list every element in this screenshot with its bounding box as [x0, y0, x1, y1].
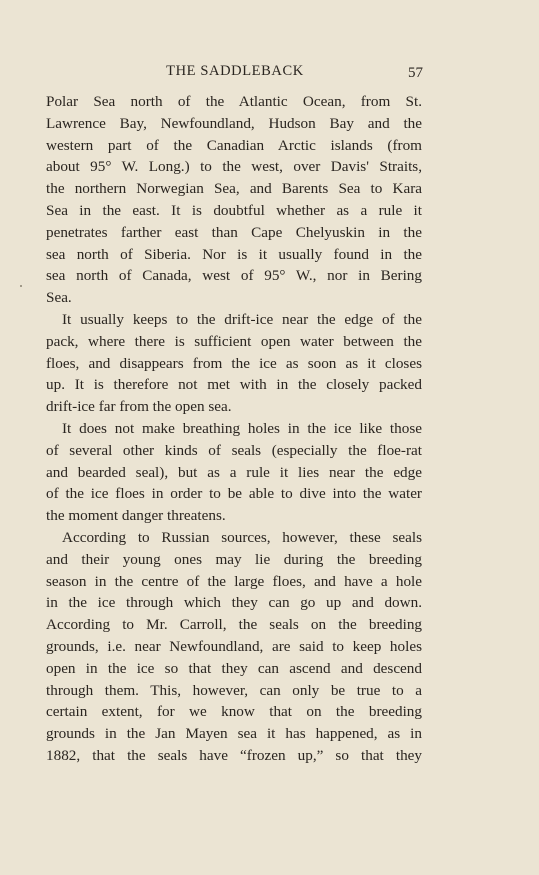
text-line: It usually keeps to the drift-ice near the edge of the [62, 310, 422, 328]
text-line: up. It is therefore not met with in the closely packed [46, 376, 422, 394]
body-text [46, 91, 422, 767]
text-line: penetrates farther east than Cape Chelyuskin in the [46, 223, 422, 241]
text-line: sea north of Siberia. Nor is it usually found in the [46, 245, 422, 263]
text-line: season in the centre of the large floes, and have a hole [46, 572, 422, 590]
text-line: western part of the Canadian Arctic islands (from [46, 136, 422, 154]
paper-speck [20, 285, 22, 287]
text-line: about 95° W. Long.) to the west, over Davis' Straits, [46, 158, 422, 176]
text-line: drift-ice far from the open sea. [46, 398, 232, 416]
text-line: the moment danger threatens. [46, 507, 226, 525]
text-line: According to Russian sources, however, these seals [62, 528, 422, 546]
running-head: THE SADDLEBACK [166, 63, 304, 79]
text-line: certain extent, for we know that on the breeding [46, 703, 422, 721]
text-line: sea north of Canada, west of 95° W., nor in Bering [46, 267, 422, 285]
text-line: 1882, that the seals have “frozen up,” so that they [46, 746, 422, 764]
text-line: of the ice floes in order to be able to dive into the water [46, 485, 422, 503]
text-line: floes, and disappears from the ice as soon as it closes [46, 354, 422, 372]
page-number: 57 [408, 65, 423, 81]
text-line: Lawrence Bay, Newfoundland, Hudson Bay and the [46, 114, 422, 132]
page-header [0, 63, 539, 85]
text-line: of several other kinds of seals (especially the floe-rat [46, 441, 422, 459]
text-line: Polar Sea north of the Atlantic Ocean, from St. [46, 93, 422, 110]
text-line: the northern Norwegian Sea, and Barents Sea to Kara [46, 180, 422, 198]
text-line: through them. This, however, can only be true to a [46, 681, 422, 699]
text-line: and their young ones may lie during the breeding [46, 550, 422, 568]
text-line: pack, where there is sufficient open water between the [46, 332, 422, 350]
text-line: Sea. [46, 289, 72, 307]
text-line: open in the ice so that they can ascend and descend [46, 659, 422, 677]
text-line: grounds in the Jan Mayen sea it has happened, as in [46, 725, 422, 743]
text-line: According to Mr. Carroll, the seals on the breeding [46, 616, 422, 634]
text-line: It does not make breathing holes in the ice like those [62, 419, 422, 437]
text-line: in the ice through which they can go up and down. [46, 594, 422, 612]
text-line: and bearded seal), but as a rule it lies near the edge [46, 463, 422, 481]
text-line: grounds, i.e. near Newfoundland, are said to keep holes [46, 637, 422, 655]
text-line: Sea in the east. It is doubtful whether as a rule it [46, 201, 422, 219]
